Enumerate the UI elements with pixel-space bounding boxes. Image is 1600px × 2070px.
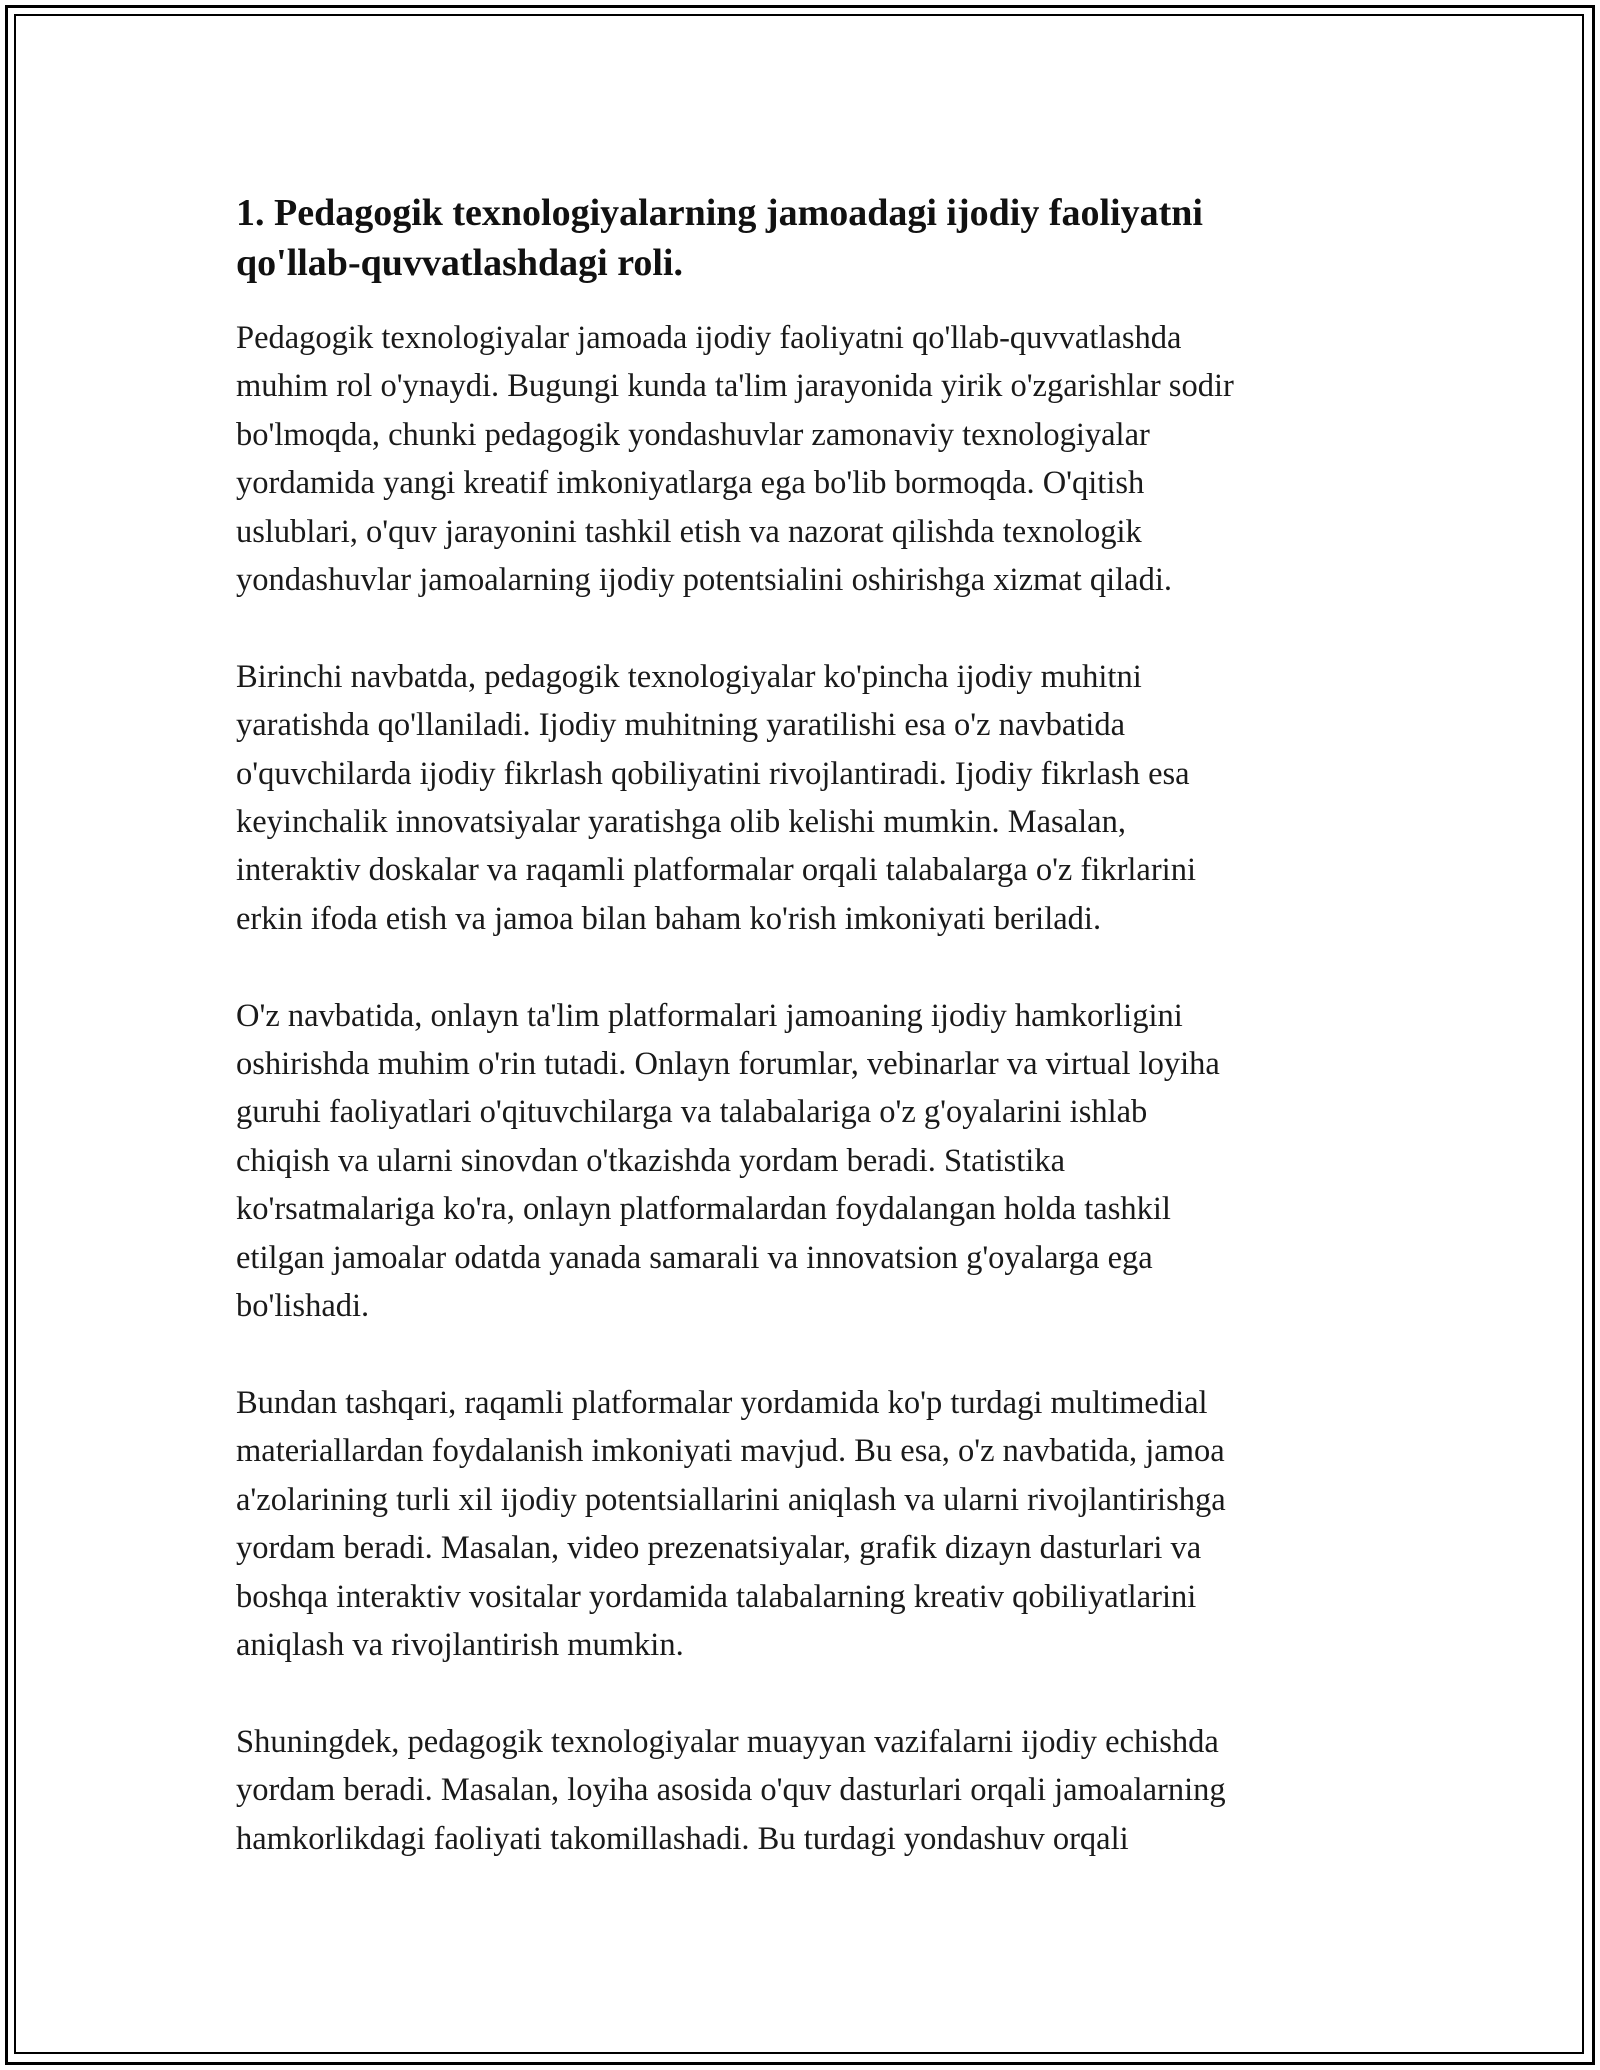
paragraph-1: Pedagogik texnologiyalar jamoada ijodiy faoliyatni qo'llab-quvvatlashda muhim rol o'ynaydi. Bugungi kunda ta'lim jarayonida yirik o'zgarishlar sodir bo'lmoqda, chunki pedagogik yondashuvlar zamonaviy texnologiyalar yordamida yangi kreatif imkoniyatlarga ega bo'lib bormoqda. O'qitish uslublari, o'quv jarayonini tashkil etish va nazorat qilishda texnologik yondashuvlar jamoalarning ijodiy potentsialini oshirishga xizmat qiladi. xyxy=(236,320,1234,599)
paragraph-3: O'z navbatida, onlayn ta'lim platformalari jamoaning ijodiy hamkorligini oshirishda muhim o'rin tutadi. Onlayn forumlar, vebinarlar va virtual loyiha guruhi faoliyatlari o'qituvchilarga va talabalariga o'z g'oyalarini ishlab chiqish va ularni sinovdan o'tkazishda yordam beradi. Statistika ko'rsatmalariga ko'ra, onlayn platformalardan foydalangan holda tashkil etilgan jamoalar odatda yanada samarali va innovatsion g'oyalarga ega bo'lishadi. xyxy=(236,997,1220,1325)
paragraph-2: Birinchi navbatda, pedagogik texnologiyalar ko'pincha ijodiy muhitni yaratishda qo'llaniladi. Ijodiy muhitning yaratilishi esa o'z navbatida o'quvchilarda ijodiy fikrlash qobiliyatini rivojlantiradi. Ijodiy fikrlash esa keyinchalik innovatsiyalar yaratishga olib kelishi mumkin. Masalan, interaktiv doskalar va raqamli platformalar orqali talabalarga o'z fikrlarini erkin ifoda etish va jamoa bilan baham ko'rish imkoniyati beriladi. xyxy=(236,658,1196,937)
document-body xyxy=(236,188,1386,1863)
paragraph-4: Bundan tashqari, raqamli platformalar yordamida ko'p turdagi multimedial materiallardan foydalanish imkoniyati mavjud. Bu esa, o'z navbatida, jamoa a'zolarining turli xil ijodiy potentsiallarini aniqlash va ularni rivojlantirishga yordam beradi. Masalan, video prezenatsiyalar, grafik dizayn dasturlari va boshqa interaktiv vositalar yordamida talabalarning kreativ qobiliyatlarini aniqlash va rivojlantirish mumkin. xyxy=(236,1384,1226,1663)
paragraph-5: Shuningdek, pedagogik texnologiyalar muayyan vazifalarni ijodiy echishda yordam beradi. Masalan, loyiha asosida o'quv dasturlari orqali jamoalarning hamkorlikdagi faoliyati takomillashadi. Bu turdagi yondashuv orqali xyxy=(236,1723,1226,1857)
section-heading: 1. Pedagogik texnologiyalarning jamoadagi ijodiy faoliyatni qo'llab-quvvatlashdagi roli. xyxy=(236,192,1203,284)
